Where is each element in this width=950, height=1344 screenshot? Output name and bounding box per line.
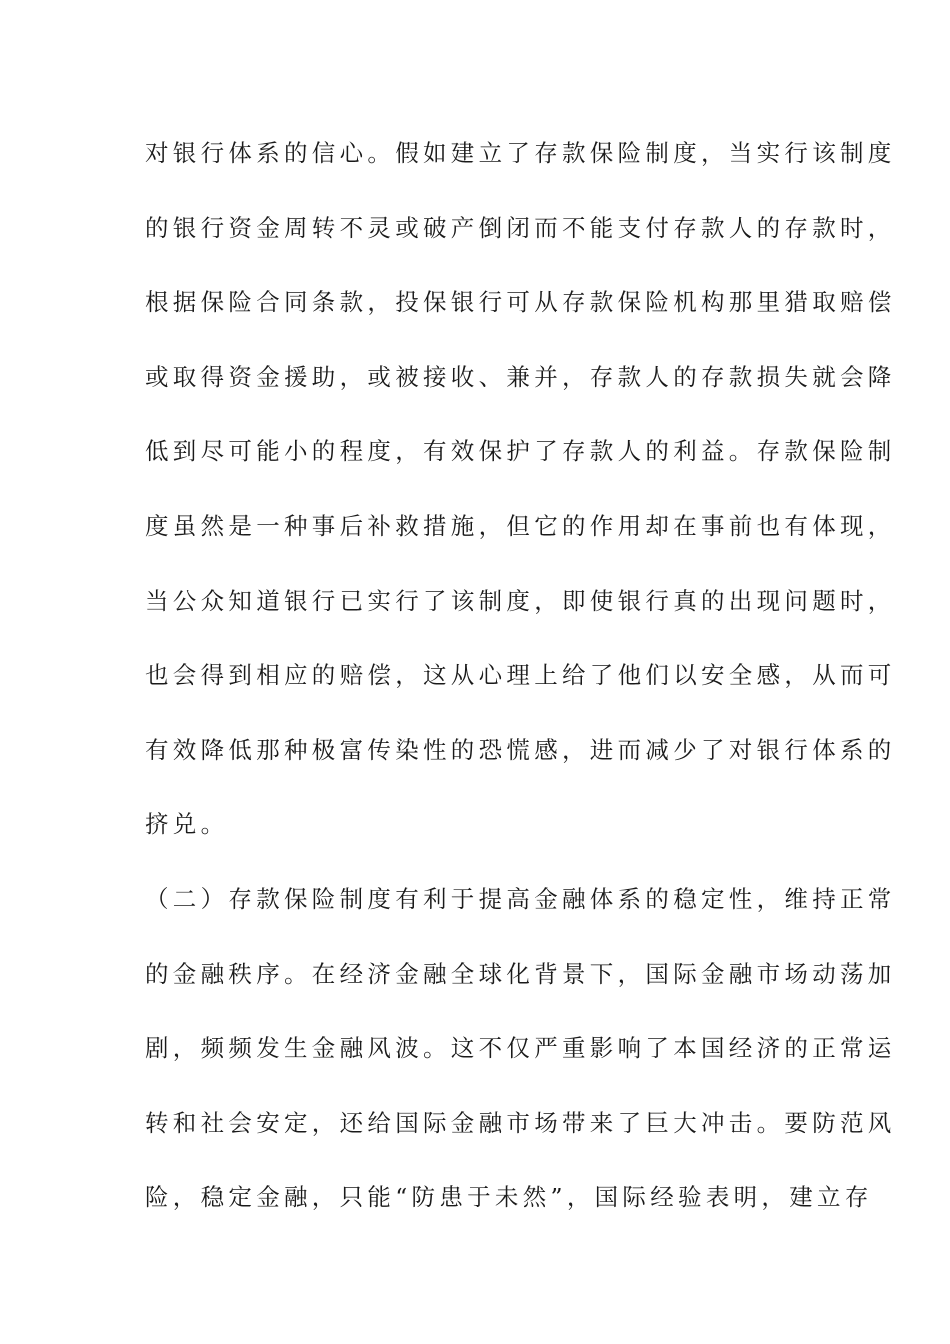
- text-line: 险，稳定金融，只能“防患于未然”，国际经验表明，建立存: [145, 1183, 873, 1212]
- text-line: 的金融秩序。在经济金融全球化背景下，国际金融市场动荡加: [145, 959, 896, 988]
- body-text: [145, 126, 896, 1245]
- text-line: 对银行体系的信心。假如建立了存款保险制度，当实行该制度: [145, 139, 896, 167]
- text-line: 的银行资金周转不灵或破产倒闭而不能支付存款人的存款时，: [145, 213, 896, 242]
- section-heading-line: （二）存款保险制度有利于提高金融体系的稳定性，维持正常: [145, 884, 896, 913]
- text-line: 低到尽可能小的程度，有效保护了存款人的利益。存款保险制: [145, 437, 896, 466]
- text-line: 转和社会安定，还给国际金融市场带来了巨大冲击。要防范风: [145, 1108, 896, 1137]
- text-line: 有效降低那种极富传染性的恐慌感，进而减少了对银行体系的: [145, 735, 896, 764]
- text-line: 也会得到相应的赔偿，这从心理上给了他们以安全感，从而可: [145, 661, 896, 690]
- text-line: 度虽然是一种事后补救措施，但它的作用却在事前也有体现，: [145, 511, 896, 540]
- text-line: 剧，频频发生金融风波。这不仅严重影响了本国经济的正常运: [145, 1034, 896, 1063]
- text-line: 挤兑。: [145, 810, 229, 839]
- text-line: 根据保险合同条款，投保银行可从存款保险机构那里猎取赔偿: [145, 288, 896, 317]
- text-line: 或取得资金援助，或被接收、兼并，存款人的存款损失就会降: [145, 362, 896, 391]
- text-line: 当公众知道银行已实行了该制度，即使银行真的出现问题时，: [145, 586, 896, 615]
